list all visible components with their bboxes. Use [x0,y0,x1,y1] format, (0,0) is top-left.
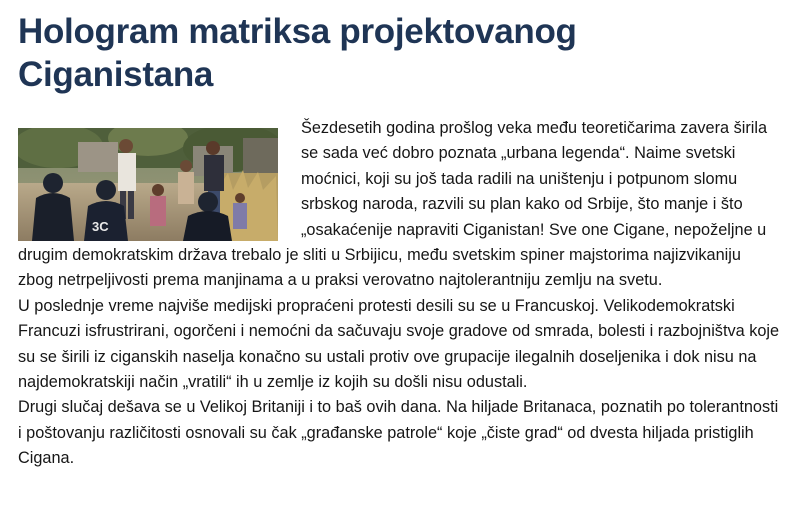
article-paragraph: U poslednje vreme najviše medijski propraćeni protesti desili su se u Francuskoj. Velikodemokratski Francuzi isfrustrirani, ogorčeni i nemoćni da sačuvaju svoje gradove od smrada, bolesti i razbojništva koje su se širili iz ciganskih naselja konačno su ustali protiv ove grupacije ilegalnih doseljenika i dok nisu na najdemokratskiji način „vratili“ ih u zemlje iz kojih su došli nisu odustali. [18,296,780,392]
article-paragraph: Drugi slučaj dešava se u Velikoj Britaniji i to baš ovih dana. Na hiljade Britanaca, poznatih po tolerantnosti i poštovanju različitosti osnovali su čak „građanske patrole“ koje „čiste grad“ od dvesta hiljada pristiglih Cigana. [18,398,779,468]
article-paragraph: Šezdesetih godina prošlog veka među teoretičarima zavera širila se sada već dobro poznata „urbana legenda“. Naime svetski moćnici, koji su još tada radili na uništenju i potpunom slomu srbskog naroda, razvili su plan kako od Srbije, što manje i što „osakaćenije napraviti Ciganistan! Sve one Cigane, nepoželjne u drugim demokratskim država trebalo je sliti u Srbijicu, među svetskim spiner majstorima najizvikaniju zbog netrpeljivosti prema manjinama a u praksi verovatno najtolerantniju zemlju na svetu. [18,119,768,290]
article-title-line-1: Hologram matriksa projektovanog [18,12,577,51]
article-body [18,116,780,472]
article-title [18,10,778,96]
article-title-line-2: Ciganistana [18,55,214,94]
police-badge-label: 3C [92,219,109,234]
